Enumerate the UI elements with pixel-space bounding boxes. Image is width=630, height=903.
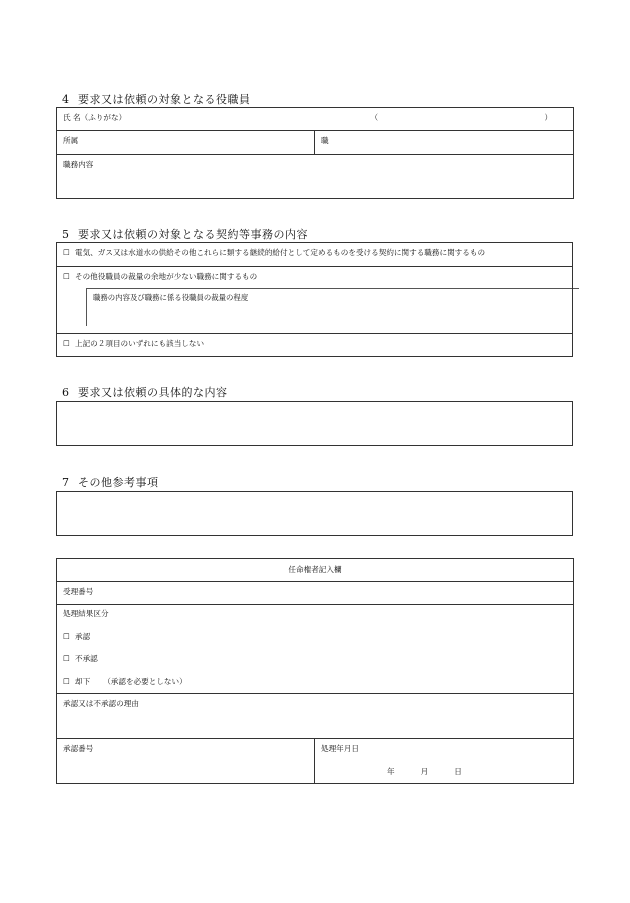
section5-title: 要求又は依頼の対象となる契約等事務の内容 [78,228,308,241]
approve-checkbox[interactable]: ☐ [63,631,70,641]
approve-option[interactable] [63,633,567,641]
section6-title: 要求又は依頼の具体的な内容 [78,386,228,399]
appointer-header-cell [57,559,574,582]
option2-detail-label: 職務の内容及び職務に係る役職員の裁量の程度 [93,293,249,303]
furigana-paren-open: （ [370,113,379,122]
option2-detail-box[interactable] [86,288,579,326]
result-category-cell [57,605,574,694]
option3-checkbox[interactable]: ☐ [63,339,70,348]
approval-number-label: 承認番号 [63,744,94,753]
position-cell[interactable] [315,131,574,155]
section7-table [56,491,573,536]
dismiss-checkbox[interactable]: ☐ [63,676,70,686]
approve-label: 承認 [75,631,91,641]
duties-label: 職務内容 [63,160,94,169]
option2-checkbox[interactable]: ☐ [63,272,70,281]
affiliation-label: 所属 [63,136,79,145]
section4-number: 4 [62,93,70,106]
reason-label: 承認又は不承認の理由 [63,699,139,708]
option1-checkbox[interactable]: ☐ [63,248,70,257]
section5-number: 5 [62,228,70,241]
approval-number-cell[interactable] [57,739,315,784]
section4-heading [62,91,251,107]
disapprove-label: 不承認 [75,654,98,664]
section5-heading [62,226,308,242]
dismiss-option[interactable] [63,678,567,686]
section6-content-box[interactable] [57,402,573,446]
date-units [387,767,462,776]
process-date-label: 処理年月日 [321,744,359,753]
section4-title: 要求又は依頼の対象となる役職員 [78,93,251,106]
name-label: 氏 名（ふりがな） [63,113,127,122]
section7-number: 7 [62,476,70,489]
option1-label: 電気、ガス又は水道水の供給その他これらに類する継続的給付として定めるものを受ける契約に関する職務に関するもの [75,248,486,257]
receipt-number-cell[interactable] [57,582,574,605]
duties-cell[interactable] [57,155,574,199]
disapprove-checkbox[interactable]: ☐ [63,654,70,664]
receipt-number-label: 受理番号 [63,587,94,596]
option3-label: 上記の２項目のいずれにも該当しない [75,339,205,348]
option3-row[interactable] [57,334,573,357]
process-date-cell[interactable] [315,739,574,784]
section7-content-box[interactable] [57,492,573,536]
section6-number: 6 [62,386,70,399]
option1-row[interactable] [57,243,573,267]
dismiss-label: 却下 [75,676,91,686]
option2-row[interactable] [57,267,573,334]
furigana-paren-close: ） [544,113,553,122]
month-label: 月 [420,767,429,776]
option2-label: その他役職員の裁量の余地が少ない職務に関するもの [75,272,258,281]
position-label: 職 [321,136,329,145]
section7-heading [62,474,159,490]
day-label: 日 [454,767,462,776]
section6-heading [62,384,228,400]
appointer-header: 任命権者記入欄 [288,565,342,575]
appointer-table [56,558,574,784]
dismiss-note: （承認を必要としない） [103,676,187,686]
affiliation-cell[interactable] [57,131,315,155]
disapprove-option[interactable] [63,655,567,663]
year-label: 年 [387,767,395,776]
section7-title: その他参考事項 [78,476,159,489]
result-category-label: 処理結果区分 [63,609,109,618]
section5-table [56,242,573,357]
section6-table [56,401,573,446]
name-row[interactable] [57,108,574,131]
reason-cell[interactable] [57,694,574,739]
section4-table [56,107,574,199]
